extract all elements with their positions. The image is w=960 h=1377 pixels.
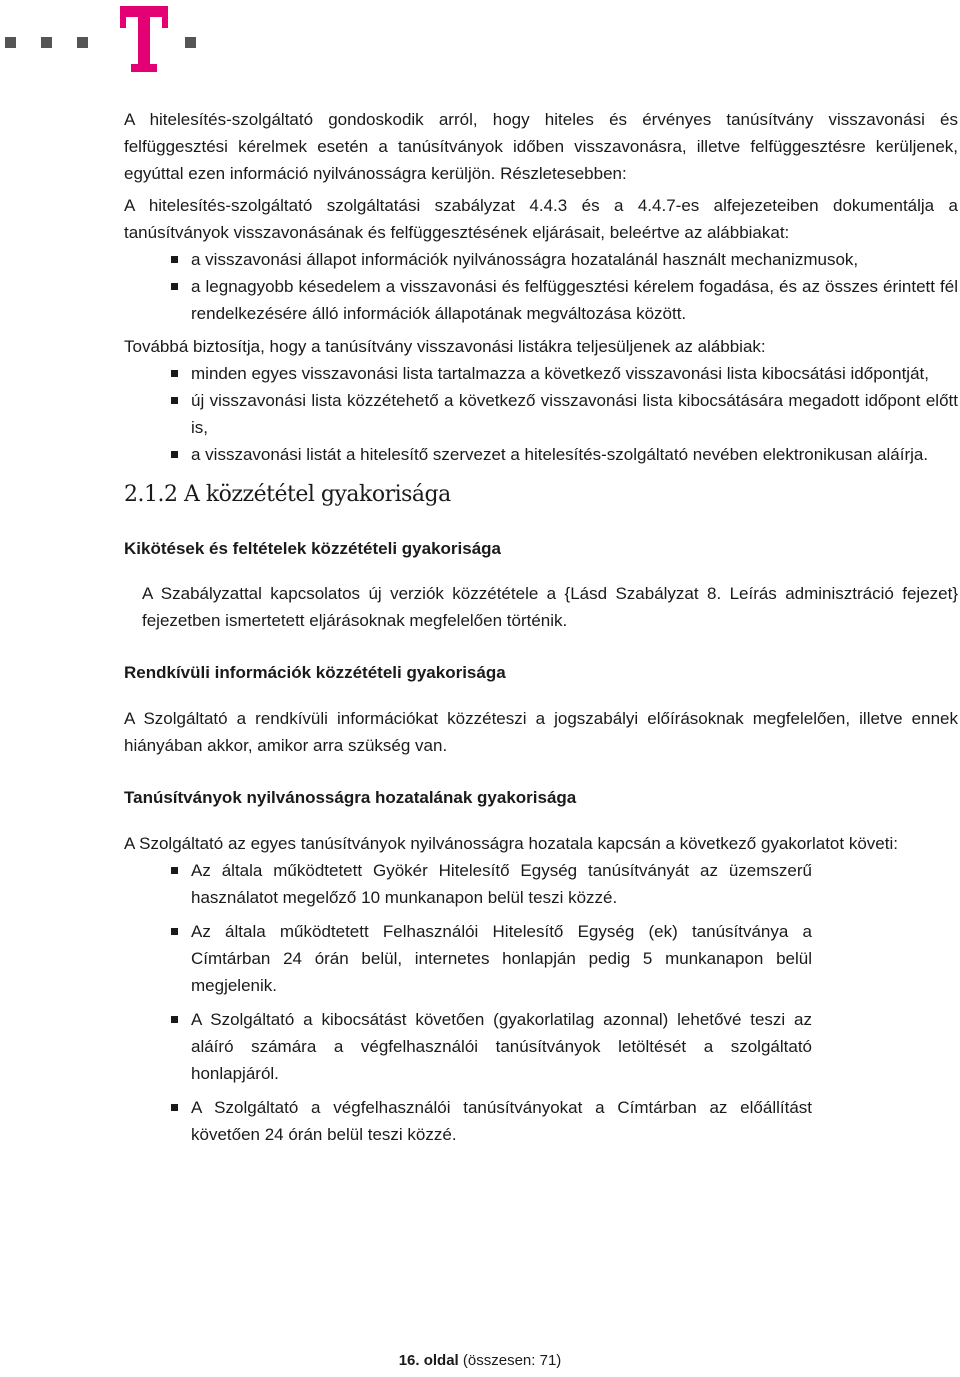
brand-square-icon — [77, 37, 88, 48]
procedures-list — [124, 246, 958, 327]
list-item: a visszavonási listát a hitelesítő szervezet a hitelesítés-szolgáltató nevében elektronikusan aláírja. — [124, 441, 958, 468]
page-number: 16. oldal — [398, 1352, 459, 1369]
list-item: A Szolgáltató a kibocsátást követően (gyakorlatilag azonnal) lehetővé teszi az aláíró számára a végfelhasználói tanúsítványok letöltését a szolgáltató honlapjáról. — [124, 1006, 812, 1087]
list-item: Az általa működtetett Gyökér Hitelesítő Egység tanúsítványát az üzemszerű használatot megelőző 10 munkanapon belül teszi közzé. — [124, 857, 812, 911]
page-header — [0, 0, 960, 80]
list-item: A Szolgáltató a végfelhasználói tanúsítványokat a Címtárban az előállítást követően 24 órán belül teszi közzé. — [124, 1094, 812, 1148]
list-item: a visszavonási állapot információk nyilvánosságra hozatalánál használt mechanizmusok, — [124, 246, 958, 273]
publication-list — [124, 857, 812, 1148]
crl-list — [124, 360, 958, 468]
section-heading: 2.1.2 A közzététel gyakorisága — [124, 482, 451, 507]
procedures-paragraph: A hitelesítés-szolgáltató szolgáltatási szabályzat 4.4.3 és a 4.4.7-es alfejezeteiben dokumentálja a tanúsítványok visszavonásának és felfüggesztésének eljárásait, beleértve az alábbiakat: — [124, 196, 958, 242]
page-footer — [0, 1352, 960, 1369]
telekom-t-logo-icon — [112, 2, 176, 72]
brand-square-icon — [185, 37, 196, 48]
subsection-paragraph: A Szabályzattal kapcsolatos új verziók közzététele a {Lásd Szabályzat 8. Leírás adminisztráció fejezet} fejezetben ismertetett eljárásoknak megfelelően történik. — [142, 584, 958, 630]
subsection-paragraph: A Szolgáltató az egyes tanúsítványok nyilvánosságra hozatala kapcsán a következő gyakorlatot követi: — [124, 834, 898, 853]
crl-paragraph: Továbbá biztosítja, hogy a tanúsítvány visszavonási listákra teljesüljenek az alábbiak: — [124, 337, 766, 356]
page-total: (összesen: 71) — [462, 1352, 562, 1369]
subsection-heading: Kikötések és feltételek közzétételi gyakorisága — [124, 539, 502, 558]
list-item: Az általa működtetett Felhasználói Hitelesítő Egység (ek) tanúsítványa a Címtárban 24 órán belül, internetes honlapján pedig 5 munkanapon belül megjelenik. — [124, 918, 812, 999]
subsection-heading: Rendkívüli információk közzétételi gyakorisága — [124, 663, 506, 682]
list-item: új visszavonási lista közzétehető a következő visszavonási lista kibocsátására megadott időpont előtt is, — [124, 387, 958, 441]
brand-square-icon — [41, 37, 52, 48]
document-body — [124, 106, 958, 1155]
subsection-heading: Tanúsítványok nyilvánosságra hozatalának gyakorisága — [124, 788, 577, 807]
subsection-paragraph: A Szolgáltató a rendkívüli információkat közzéteszi a jogszabályi előírásoknak megfelelően, illetve ennek hiányában akkor, amikor arra szükség van. — [124, 709, 958, 755]
list-item: minden egyes visszavonási lista tartalmazza a következő visszavonási lista kibocsátási időpontját, — [124, 360, 958, 387]
brand-square-icon — [5, 37, 16, 48]
intro-paragraph: A hitelesítés-szolgáltató gondoskodik arról, hogy hiteles és érvényes tanúsítvány visszavonási és felfüggesztési kérelmek esetén a tanúsítványok időben visszavonásra, illetve felfüggesztésre kerüljenek, egyúttal ezen információ nyilvánosságra kerüljön. Részletesebben: — [124, 110, 958, 183]
list-item: a legnagyobb késedelem a visszavonási és felfüggesztési kérelem fogadása, és az összes érintett fél rendelkezésére álló információk állapotának megváltozása között. — [124, 273, 958, 327]
